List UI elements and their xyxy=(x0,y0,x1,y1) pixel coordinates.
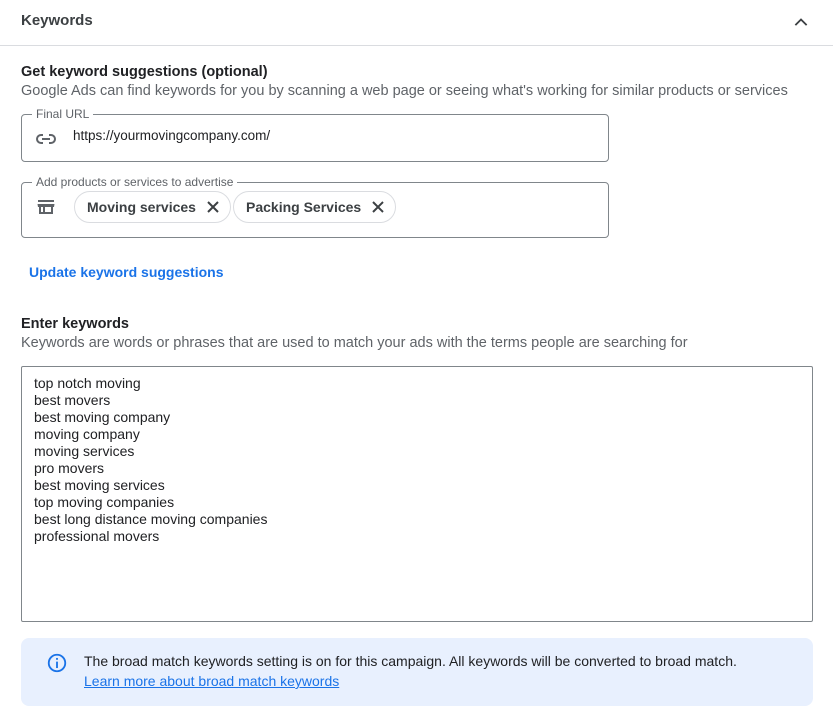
close-icon xyxy=(206,200,220,214)
link-icon xyxy=(34,127,58,151)
keywords-textarea[interactable] xyxy=(21,366,813,622)
close-icon xyxy=(371,200,385,214)
suggestions-title: Get keyword suggestions (optional) xyxy=(21,64,268,80)
chip-remove-button[interactable] xyxy=(204,198,222,216)
update-keyword-suggestions-button[interactable]: Update keyword suggestions xyxy=(29,264,224,280)
products-services-field[interactable] xyxy=(21,175,609,238)
suggestions-description: Google Ads can find keywords for you by scanning a web page or seeing what's working for similar products or services xyxy=(21,83,788,99)
broad-match-info-text: The broad match keywords setting is on for this campaign. All keywords will be converted to broad match. xyxy=(84,653,737,669)
chevron-up-icon xyxy=(791,12,811,32)
enter-keywords-title: Enter keywords xyxy=(21,316,129,332)
chip-label: Moving services xyxy=(87,199,196,215)
chip-moving-services xyxy=(74,191,231,223)
final-url-input[interactable] xyxy=(73,128,593,143)
products-services-label: Add products or services to advertise xyxy=(32,175,237,189)
chip-remove-button[interactable] xyxy=(369,198,387,216)
info-icon xyxy=(46,652,68,674)
enter-keywords-description: Keywords are words or phrases that are used to match your ads with the terms people are searching for xyxy=(21,335,688,351)
learn-more-broad-match-link[interactable]: Learn more about broad match keywords xyxy=(84,673,340,689)
keywords-panel-header[interactable] xyxy=(0,0,833,46)
chip-packing-services xyxy=(233,191,396,223)
panel-title: Keywords xyxy=(21,12,93,29)
chip-label: Packing Services xyxy=(246,199,362,215)
final-url-label: Final URL xyxy=(32,107,93,121)
final-url-field[interactable] xyxy=(21,107,609,162)
broad-match-info-banner xyxy=(21,638,813,706)
collapse-button[interactable] xyxy=(788,9,814,35)
store-icon xyxy=(34,195,58,219)
